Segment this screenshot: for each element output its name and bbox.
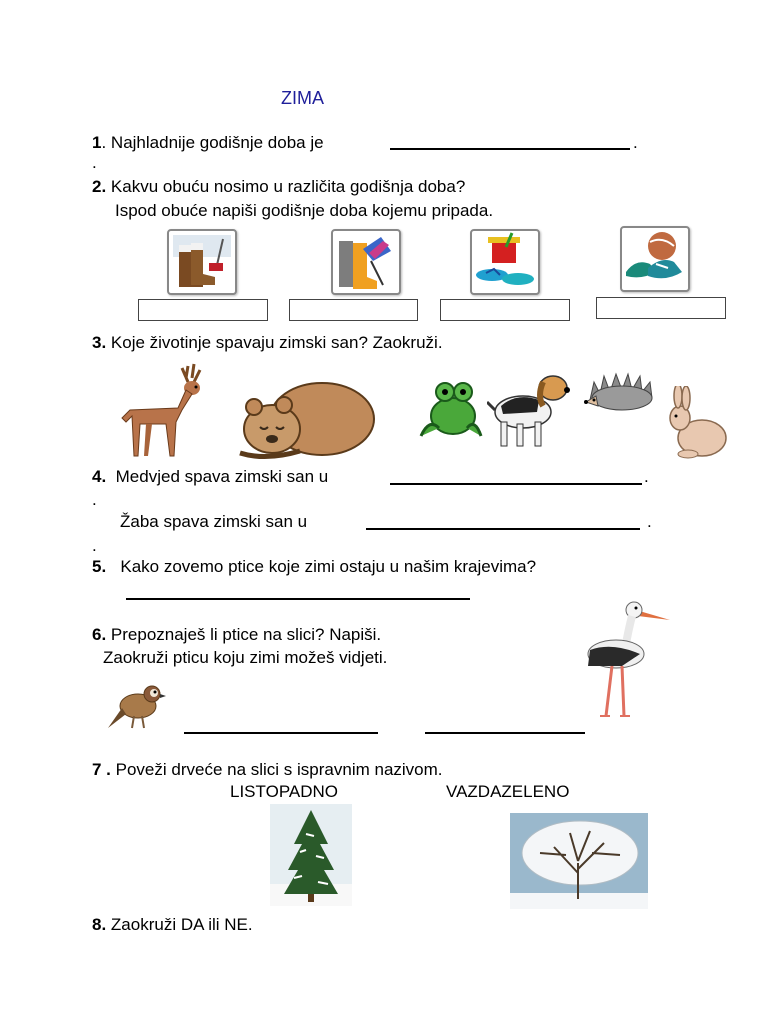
answer-line[interactable]: [390, 483, 642, 485]
question-6-line-2: Zaokruži pticu koju zimi možeš vidjeti.: [103, 648, 388, 667]
flip-flops-icon: [470, 229, 540, 295]
answer-box-4[interactable]: [596, 297, 726, 319]
stray-dot: .: [92, 153, 97, 172]
question-number: 1: [92, 133, 102, 152]
question-number: 6.: [92, 625, 107, 644]
rain-boots-icon: [331, 229, 401, 295]
question-end-dot: .: [633, 133, 638, 152]
question-4: [92, 467, 328, 487]
question-end-dot: .: [644, 467, 649, 486]
winter-boots-icon: [167, 229, 237, 295]
stray-dot: .: [92, 490, 97, 509]
answer-line[interactable]: [425, 732, 585, 734]
rabbit-icon[interactable]: [662, 386, 732, 460]
question-number: 4.: [92, 467, 107, 486]
question-text: Medvjed spava zimski san u: [115, 467, 329, 486]
question-5: [92, 557, 536, 577]
sparrow-icon[interactable]: [106, 678, 168, 734]
question-text: Koje životinje spavaju zimski san? Zaokruži.: [106, 333, 443, 352]
question-text: Prepoznaješ li ptice na slici? Napiši.: [106, 625, 382, 644]
question-number: 8.: [92, 915, 107, 934]
question-text: Poveži drveće na slici s ispravnim nazivom.: [110, 760, 443, 779]
question-2-line-2: Ispod obuće napiši godišnje doba kojemu pripada.: [115, 201, 494, 220]
question-3: [92, 333, 443, 353]
question-6: [92, 625, 381, 645]
question-text: Zaokruži DA ili NE.: [106, 915, 253, 934]
answer-line[interactable]: [126, 598, 470, 600]
question-number: 3.: [92, 333, 107, 352]
answer-line[interactable]: [184, 732, 378, 734]
hedgehog-icon[interactable]: [582, 368, 662, 416]
answer-line[interactable]: [366, 528, 640, 530]
question-text: Kako zovemo ptice koje zimi ostaju u našim krajevima?: [120, 557, 537, 576]
label-listopadno[interactable]: LISTOPADNO: [230, 782, 339, 801]
bear-icon[interactable]: [236, 375, 376, 463]
sneakers-icon: [620, 226, 690, 292]
dog-icon[interactable]: [487, 366, 573, 450]
question-end-dot: .: [647, 512, 652, 531]
evergreen-tree-icon[interactable]: [270, 804, 352, 906]
question-4-line-2: Žaba spava zimski san u: [120, 512, 308, 531]
question-2: [92, 177, 465, 197]
question-number: 7 .: [92, 760, 111, 779]
label-vazdazeleno[interactable]: VAZDAZELENO: [446, 782, 570, 801]
question-text: . Najhladnije godišnje doba je: [101, 133, 324, 152]
question-7: [92, 760, 443, 780]
deer-icon[interactable]: [108, 360, 212, 460]
deciduous-tree-icon[interactable]: [510, 813, 648, 909]
answer-box-1[interactable]: [138, 299, 268, 321]
answer-box-2[interactable]: [289, 299, 418, 321]
frog-icon[interactable]: [415, 378, 487, 442]
stray-dot: .: [92, 536, 97, 555]
question-number: 5.: [92, 557, 107, 576]
question-text: Kakvu obuću nosimo u različita godišnja doba?: [106, 177, 466, 196]
question-1: [92, 133, 324, 153]
stork-icon[interactable]: [582, 592, 674, 722]
question-number: 2.: [92, 177, 107, 196]
page-title: ZIMA: [281, 88, 324, 108]
answer-line[interactable]: [390, 148, 630, 150]
question-8: [92, 915, 253, 935]
answer-box-3[interactable]: [440, 299, 570, 321]
